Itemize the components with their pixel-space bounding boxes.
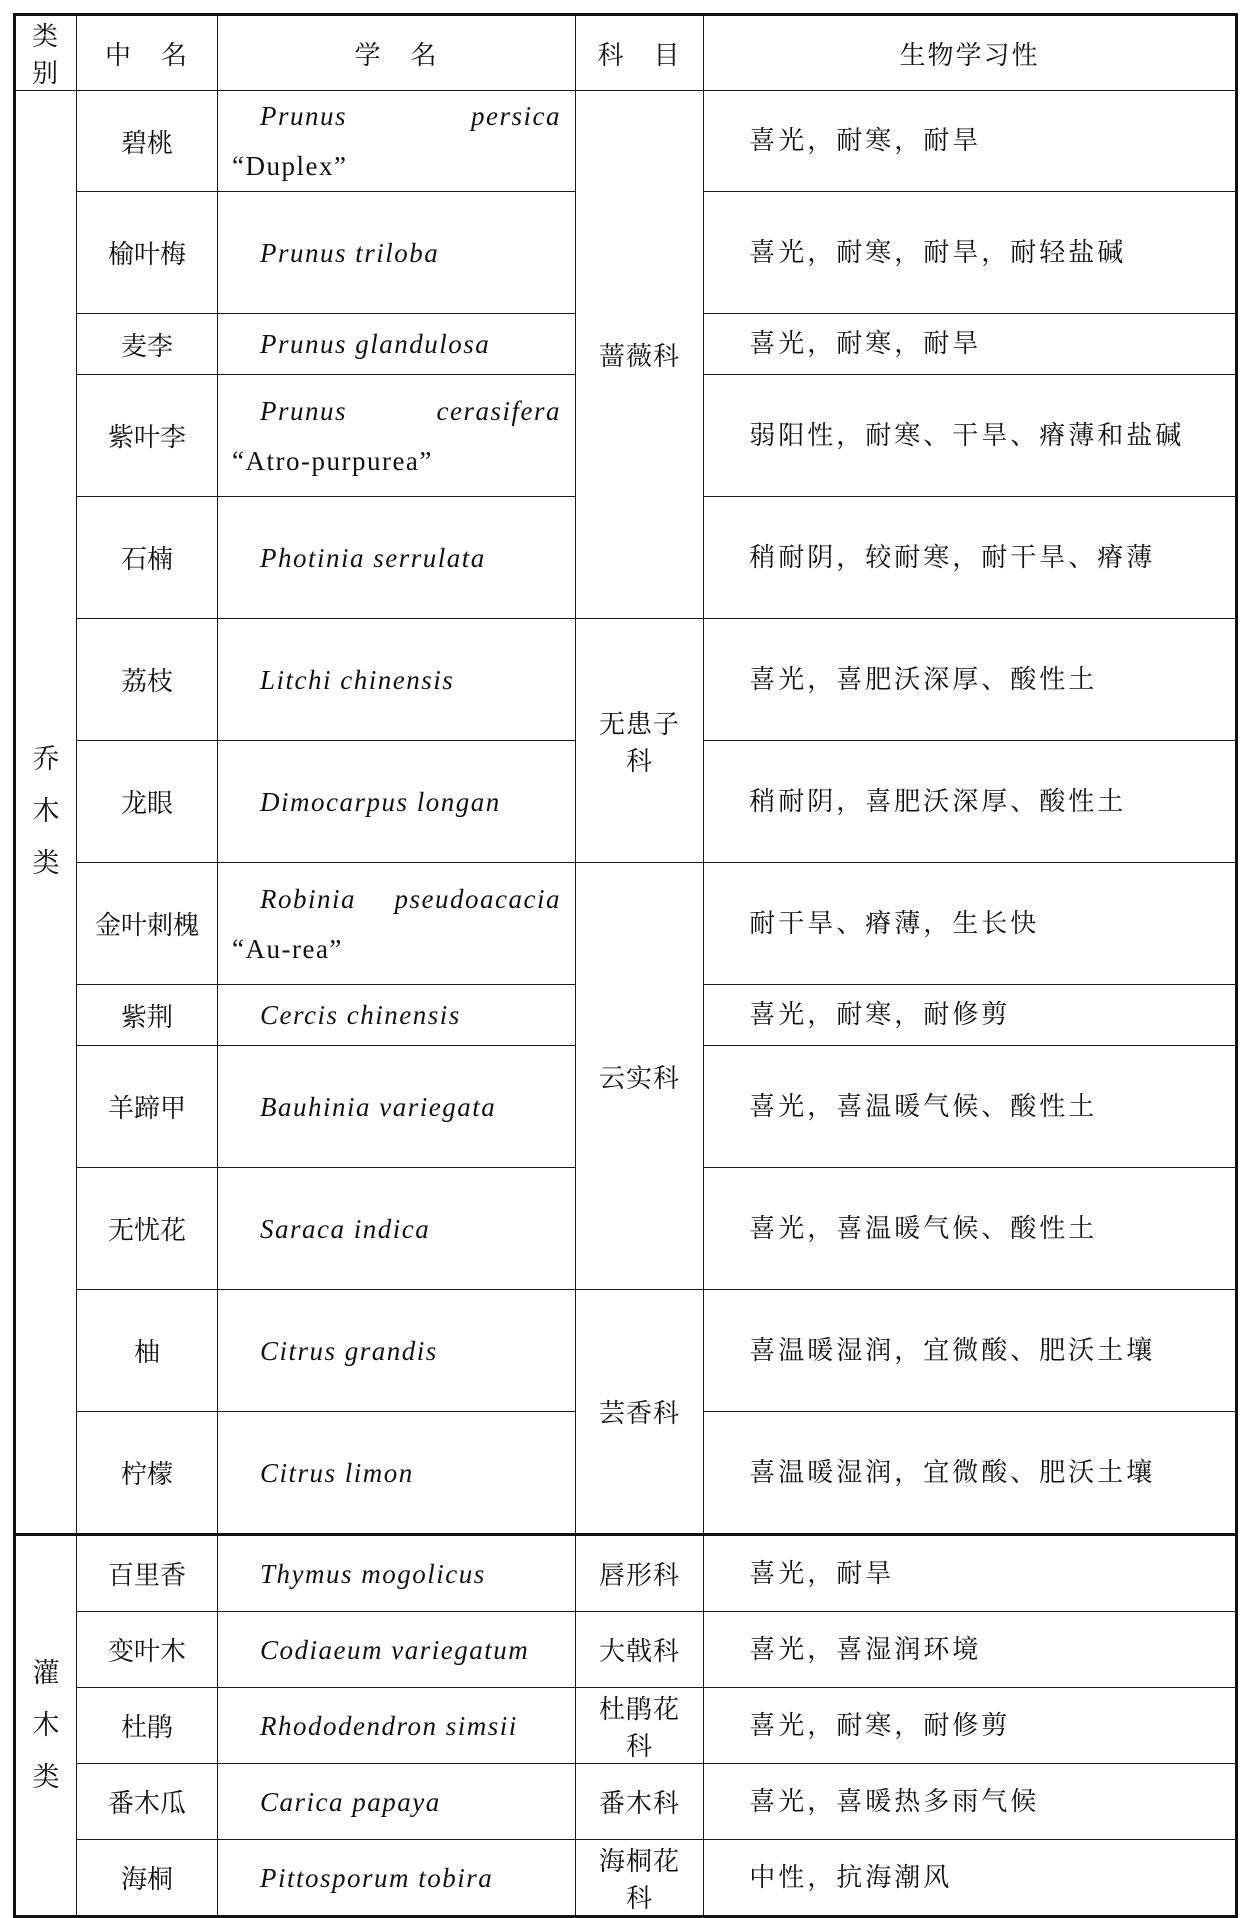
chinese-name: 榆叶梅 <box>77 192 218 314</box>
latin-binomial: Litchi chinensis <box>260 664 455 695</box>
habit-text: 喜光，喜湿润环境 <box>704 1612 1237 1688</box>
latin-binomial: Pittosporum tobira <box>260 1862 494 1893</box>
category-shrub-cell <box>15 1535 77 1917</box>
scientific-name <box>218 1412 576 1535</box>
scientific-name <box>218 1168 576 1290</box>
header-scientific-name: 学 名 <box>218 15 576 91</box>
table-row <box>15 1535 1237 1612</box>
chinese-name: 柚 <box>77 1290 218 1412</box>
scientific-name <box>218 1764 576 1840</box>
latin-binomial: Citrus grandis <box>260 1335 438 1366</box>
family-cell: 唇形科 <box>576 1535 704 1612</box>
chinese-name: 海桐 <box>77 1840 218 1917</box>
family-cell: 大戟科 <box>576 1612 704 1688</box>
family-cell: 无患子科 <box>576 619 704 863</box>
chinese-name: 龙眼 <box>77 741 218 863</box>
latin-binomial: Photinia serrulata <box>260 542 486 573</box>
scientific-name <box>218 1535 576 1612</box>
chinese-name: 石楠 <box>77 497 218 619</box>
habit-text: 稍耐阴，较耐寒，耐干旱、瘠薄 <box>704 497 1237 619</box>
scientific-name <box>218 192 576 314</box>
scientific-name <box>218 91 576 192</box>
habit-text: 喜光，耐寒，耐旱 <box>704 314 1237 375</box>
cultivar-name: “Duplex” <box>232 151 348 181</box>
chinese-name: 碧桃 <box>77 91 218 192</box>
category-label: 乔木类 <box>32 744 60 879</box>
latin-binomial: Dimocarpus longan <box>260 786 501 817</box>
chinese-name: 紫叶李 <box>77 375 218 497</box>
table-row <box>15 1290 1237 1412</box>
table-row <box>15 1612 1237 1688</box>
scientific-name <box>218 1290 576 1412</box>
family-cell: 芸香科 <box>576 1290 704 1535</box>
family-cell: 云实科 <box>576 863 704 1290</box>
species-table <box>13 13 1238 1918</box>
table-row <box>15 1688 1237 1764</box>
header-family: 科 目 <box>576 15 704 91</box>
chinese-name: 麦李 <box>77 314 218 375</box>
header-chinese-name: 中 名 <box>77 15 218 91</box>
latin-binomial: Bauhinia variegata <box>260 1091 497 1122</box>
scientific-name <box>218 314 576 375</box>
latin-binomial: Prunus persica <box>260 101 561 131</box>
category-label: 灌木类 <box>32 1657 60 1793</box>
habit-text: 耐干旱、瘠薄，生长快 <box>704 863 1237 985</box>
latin-binomial: Saraca indica <box>260 1213 431 1244</box>
habit-text: 喜光，喜暖热多雨气候 <box>704 1764 1237 1840</box>
chinese-name: 荔枝 <box>77 619 218 741</box>
family-cell: 杜鹃花科 <box>576 1688 704 1764</box>
habit-text: 喜光，喜温暖气候、酸性土 <box>704 1046 1237 1168</box>
scientific-name <box>218 619 576 741</box>
latin-binomial: Prunus cerasifera <box>260 395 561 426</box>
family-cell: 蔷薇科 <box>576 91 704 619</box>
latin-binomial: Carica papaya <box>260 1786 441 1817</box>
cultivar-name: “Atro-purpurea” <box>232 445 433 476</box>
latin-binomial: Rhododendron simsii <box>260 1710 518 1741</box>
scientific-name <box>218 497 576 619</box>
scientific-name <box>218 375 576 497</box>
habit-text: 喜光，耐寒，耐修剪 <box>704 1688 1237 1764</box>
habit-text: 喜温暖湿润，宜微酸、肥沃土壤 <box>704 1412 1237 1535</box>
chinese-name: 百里香 <box>77 1535 218 1612</box>
habit-text: 喜光，喜温暖气候、酸性土 <box>704 1168 1237 1290</box>
chinese-name: 杜鹃 <box>77 1688 218 1764</box>
family-cell: 海桐花科 <box>576 1840 704 1917</box>
chinese-name: 羊蹄甲 <box>77 1046 218 1168</box>
table-row <box>15 91 1237 192</box>
scientific-name <box>218 1046 576 1168</box>
habit-text: 弱阳性，耐寒、干旱、瘠薄和盐碱 <box>704 375 1237 497</box>
table-row <box>15 863 1237 985</box>
cultivar-name: “Au-rea” <box>232 933 343 964</box>
family-cell: 番木科 <box>576 1764 704 1840</box>
table-row <box>15 1840 1237 1917</box>
chinese-name: 柠檬 <box>77 1412 218 1535</box>
scientific-name <box>218 1688 576 1764</box>
chinese-name: 金叶刺槐 <box>77 863 218 985</box>
habit-text: 喜光，耐寒，耐修剪 <box>704 985 1237 1046</box>
scientific-name <box>218 863 576 985</box>
chinese-name: 番木瓜 <box>77 1764 218 1840</box>
table-row <box>15 1764 1237 1840</box>
header-habits: 生物学习性 <box>704 15 1237 91</box>
latin-binomial: Robinia pseudoacacia <box>260 883 561 914</box>
header-category: 类别 <box>15 15 77 91</box>
habit-text: 稍耐阴，喜肥沃深厚、酸性土 <box>704 741 1237 863</box>
scientific-name <box>218 1612 576 1688</box>
habit-text: 喜光，喜肥沃深厚、酸性土 <box>704 619 1237 741</box>
header-row <box>15 15 1237 91</box>
chinese-name: 紫荆 <box>77 985 218 1046</box>
scientific-name <box>218 985 576 1046</box>
chinese-name: 无忧花 <box>77 1168 218 1290</box>
latin-binomial: Citrus limon <box>260 1457 414 1488</box>
scientific-name <box>218 1840 576 1917</box>
habit-text: 喜光，耐寒，耐旱 <box>704 91 1237 192</box>
table-row <box>15 619 1237 741</box>
latin-binomial: Prunus triloba <box>260 237 440 268</box>
habit-text: 喜温暖湿润，宜微酸、肥沃土壤 <box>704 1290 1237 1412</box>
category-tree-cell <box>15 91 77 1535</box>
habit-text: 喜光，耐寒，耐旱，耐轻盐碱 <box>704 192 1237 314</box>
latin-binomial: Thymus mogolicus <box>260 1558 486 1589</box>
chinese-name: 变叶木 <box>77 1612 218 1688</box>
habit-text: 喜光，耐旱 <box>704 1535 1237 1612</box>
latin-binomial: Prunus glandulosa <box>260 329 491 359</box>
latin-binomial: Cercis chinensis <box>260 1000 461 1030</box>
habit-text: 中性，抗海潮风 <box>704 1840 1237 1917</box>
latin-binomial: Codiaeum variegatum <box>260 1634 530 1665</box>
scientific-name <box>218 741 576 863</box>
